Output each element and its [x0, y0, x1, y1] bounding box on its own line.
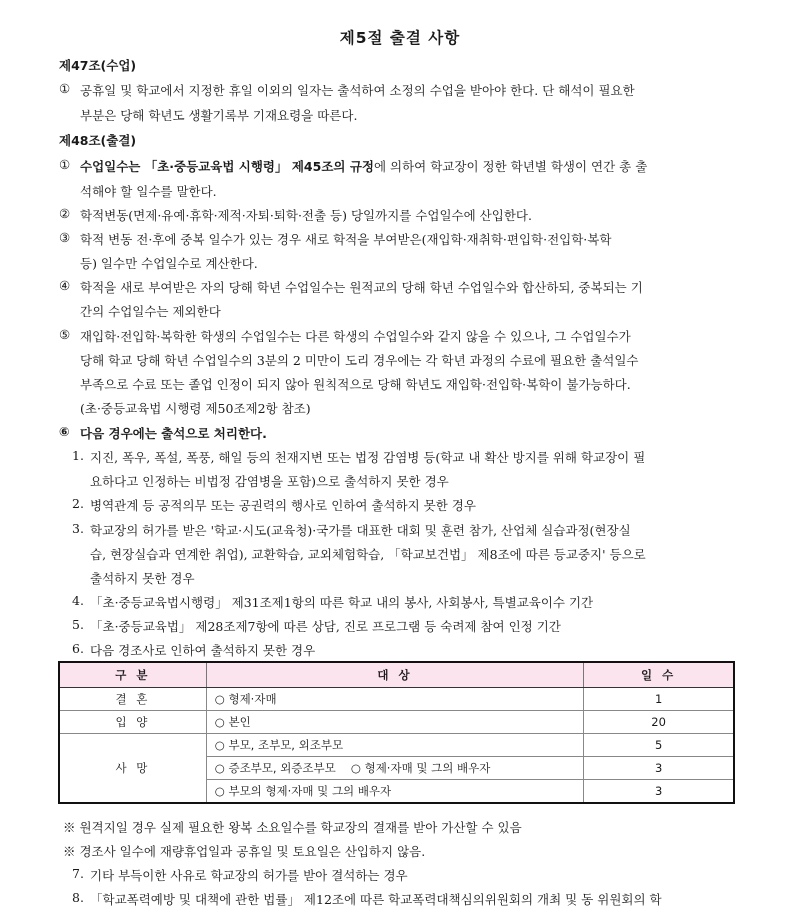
- article-47-clause-1-line-1: 공휴일 및 학교에서 지정한 휴일 이외의 일자는 출석하여 소정의 수업을 받아야 한다. 단 해석이 필요한: [80, 83, 635, 98]
- item-3-line-2: 습, 현장실습과 연계한 취업), 교환학습, 교외체험학습, 「학교보건법」 제8조에 따른 등교중지' 등으로: [90, 547, 646, 562]
- table-cell-target: ○ 부모의 형제·자매 및 그의 배우자: [206, 780, 583, 804]
- clause-marker: ②: [59, 206, 71, 221]
- article-48-clause-1-line-2: 석해야 할 일수를 말한다.: [80, 184, 217, 199]
- table-cell-days: 5: [584, 734, 734, 757]
- table-cell-days: 20: [584, 711, 734, 734]
- article-48-clause-5-line-1: 재입학·전입학·복학한 학생의 수업일수는 다른 학생의 수업일수와 같지 않을 수 있으나, 그 수업일수가: [80, 329, 631, 344]
- article-48-clause-5-line-2: 당해 학교 당해 학년 수업일수의 3분의 2 미만이 도리 경우에는 각 학년 과정의 수료에 필요한 출석일수: [80, 353, 639, 368]
- table-row: [59, 688, 734, 711]
- clause-1-text: 에 의하여 학교장이 정한 학년별 학생이 연간 총 출: [373, 159, 648, 174]
- article-47-clause-1-line-2: 부분은 당해 학년도 생활기록부 기재요령을 따른다.: [80, 108, 358, 123]
- table-cell-target: ○ 본인: [206, 711, 583, 734]
- table-header-target: 대 상: [206, 662, 583, 688]
- condolence-leave-table: [58, 661, 735, 804]
- item-number: 4.: [72, 593, 84, 608]
- table-header-category: 구 분: [59, 662, 206, 688]
- item-number: 2.: [72, 496, 84, 511]
- table-cell-target: ○ 부모, 조부모, 외조부모: [206, 734, 583, 757]
- clause-marker: ⑥: [59, 424, 70, 439]
- item-6-line-1: 다음 경조사로 인하여 출석하지 못한 경우: [90, 643, 316, 658]
- item-number: 1.: [72, 448, 84, 463]
- item-4-line-1: 「초·중등교육법시행령」 제31조제1항의 따른 학교 내의 봉사, 사회봉사, 특별교육이수 기간: [90, 595, 594, 610]
- table-row: [59, 734, 734, 757]
- table-cell-days: 3: [584, 757, 734, 780]
- item-2-line-1: 병역관계 등 공적의무 또는 공권력의 행사로 인하여 출석하지 못한 경우: [90, 498, 476, 513]
- item-number: 6.: [72, 641, 84, 656]
- item-7-line-1: 기타 부득이한 사유로 학교장의 허가를 받아 결석하는 경우: [90, 868, 408, 883]
- table-cell-target: ○ 형제·자매: [206, 688, 583, 711]
- item-5-line-1: 「초·중등교육법」 제28조제7항에 따른 상담, 진로 프로그램 등 숙려제 참여 인정 기간: [90, 619, 561, 634]
- item-number: 3.: [72, 521, 84, 536]
- item-8-line-1: 「학교폭력예방 및 대책에 관한 법률」 제12조에 따른 학교폭력대책심의위원회의 개최 및 동 위원회의 학: [90, 892, 662, 907]
- item-number: 7.: [72, 866, 84, 881]
- article-48-clause-3-line-1: 학적 변동 전·후에 중복 일수가 있는 경우 새로 학적을 부여받은(재입학·재취학·편입학·전입학·복학: [80, 232, 612, 247]
- article-48-clause-3-line-2: 등) 일수만 수업일수로 계산한다.: [80, 256, 258, 271]
- clause-marker: ①: [59, 157, 71, 172]
- article-48-clause-2: 학적변동(면제·유예·휴학·제적·자퇴·퇴학·전출 등) 당일까지를 수업일수에 산입한다.: [80, 208, 532, 223]
- table-row: [59, 711, 734, 734]
- article-48-clause-4-line-2: 간의 수업일수는 제외한다: [80, 304, 221, 319]
- article-48-clause-1-line-1: [80, 157, 647, 175]
- clause-marker: ④: [59, 278, 71, 293]
- table-cell-category: 사 망: [59, 734, 206, 804]
- clause-marker: ③: [59, 230, 71, 245]
- item-3-line-1: 학교장의 허가를 받은 '학교·시도(교육청)·국가를 대표한 대회 및 훈련 참가, 산업체 실습과정(현장실: [90, 523, 631, 538]
- article-48-clause-6: 다음 경우에는 출석으로 처리한다.: [80, 426, 267, 441]
- article-48-clause-4-line-1: 학적을 새로 부여받은 자의 당해 학년 수업일수는 원적교의 당해 학년 수업일수와 합산하되, 중복되는 기: [80, 280, 643, 295]
- note-1: ※ 원격지일 경우 실제 필요한 왕복 소요일수를 학교장의 결재를 받아 가산할 수 있음: [63, 820, 522, 835]
- section-title: 제5절 출결 사항: [339, 29, 461, 47]
- clause-marker: ①: [59, 81, 71, 96]
- item-number: 8.: [72, 890, 84, 905]
- note-2: ※ 경조사 일수에 재량휴업일과 공휴일 및 토요일은 산입하지 않음.: [63, 844, 426, 859]
- table-cell-days: 1: [584, 688, 734, 711]
- article-48-heading: 제48조(출결): [59, 133, 137, 148]
- item-1-line-1: 지진, 폭우, 폭설, 폭풍, 해일 등의 천재지변 또는 법정 감염병 등(학교 내 확산 방지를 위해 학교장이 필: [90, 450, 646, 465]
- item-1-line-2: 요하다고 인정하는 비법정 감염병을 포함)으로 출석하지 못한 경우: [90, 474, 449, 489]
- table-cell-category: 결 혼: [59, 688, 206, 711]
- table-header-days: 일 수: [584, 662, 734, 688]
- item-number: 5.: [72, 617, 84, 632]
- clause-1-bold-text: 수업일수는 「초·중등교육법 시행령」 제45조의 규정: [80, 159, 374, 174]
- table-cell-target: ○ 증조부모, 외증조부모 ○ 형제·자매 및 그의 배우자: [206, 757, 583, 780]
- table-header-row: [59, 662, 734, 688]
- article-47-heading: 제47조(수업): [59, 58, 137, 73]
- table-cell-category: 입 양: [59, 711, 206, 734]
- article-48-clause-5-line-3: 부족으로 수료 또는 졸업 인정이 되지 않아 원칙적으로 당해 학년도 재입학·전입학·복학이 불가능하다.: [80, 377, 631, 392]
- table-cell-days: 3: [584, 780, 734, 804]
- article-48-clause-5-line-4: (초·중등교육법 시행령 제50조제2항 참조): [80, 401, 311, 416]
- item-3-line-3: 출석하지 못한 경우: [90, 571, 195, 586]
- clause-marker: ⑤: [59, 327, 71, 342]
